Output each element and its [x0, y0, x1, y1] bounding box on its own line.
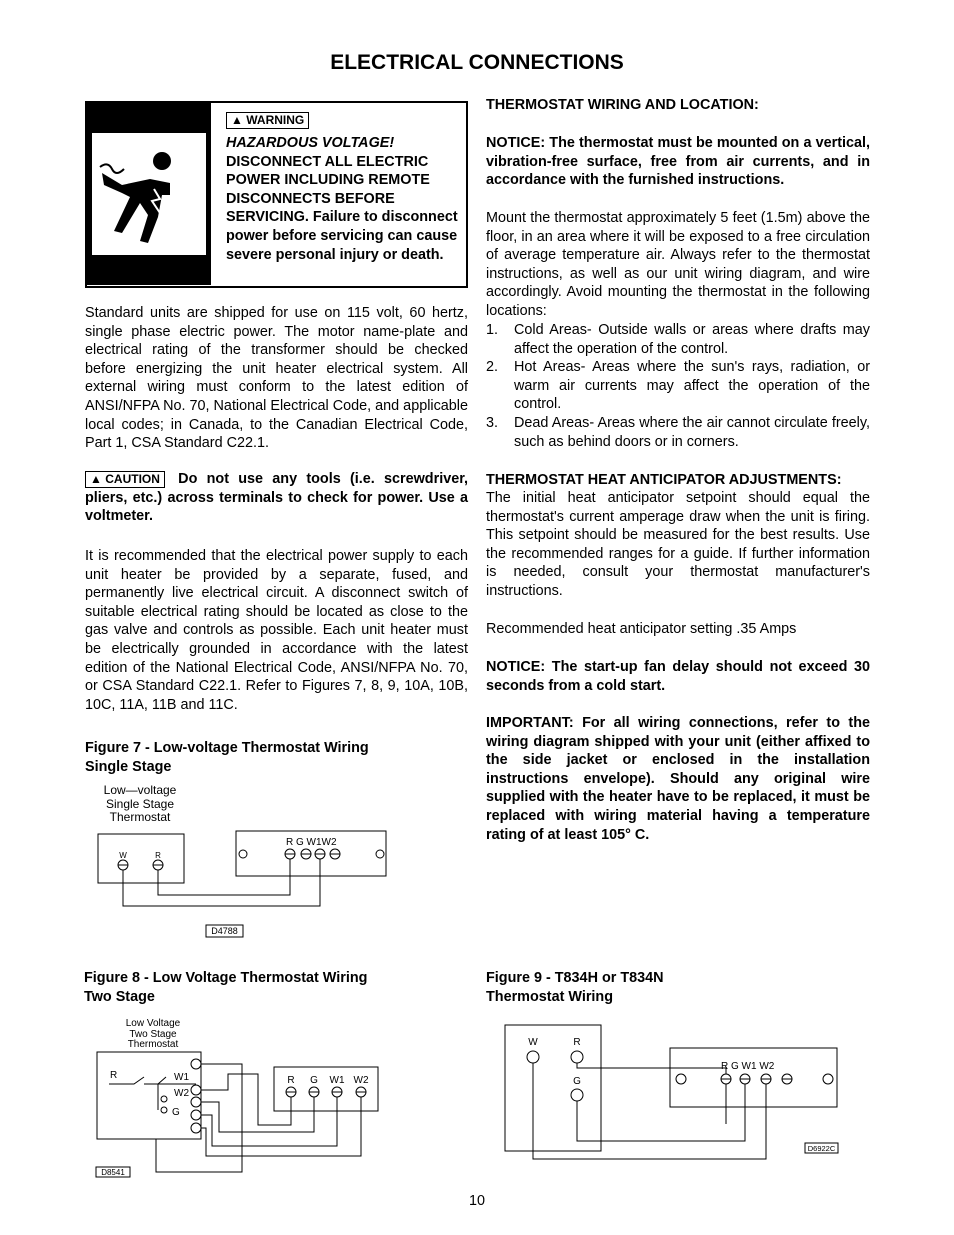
fig7-term-w: W [119, 851, 127, 860]
mounting-paragraph: Mount the thermostat approximately 5 feet (1.5m) above the floor, in an area where it will be exposed to a free circulation of average temperature air. Always refer to the thermostat instructions, as well as our unit wiring diagram, and wire accordingly. Avoid mounting the thermostat in the following locations: [486, 210, 870, 319]
fig8-code: D8541 [101, 1168, 125, 1177]
fig8-term-w1: W1 [174, 1072, 189, 1083]
fig8-diagram [84, 1012, 394, 1185]
fig9-code: D6922C [807, 1144, 836, 1153]
page-title: ELECTRICAL CONNECTIONS [330, 51, 624, 74]
list-item: 3. Dead Areas- Areas where the air cannot circulate freely, such as behind doors or in corners. [486, 414, 870, 450]
page-number: 10 [468, 1193, 485, 1209]
anticipator-heading: THERMOSTAT HEAT ANTICIPATOR ADJUSTMENTS: [486, 472, 842, 488]
warning-text-block [226, 134, 462, 264]
fig8-board-w2: W2 [353, 1075, 369, 1086]
fig8-term-w2: W2 [174, 1088, 189, 1099]
notice-mounting: NOTICE: The thermostat must be mounted on a vertical, vibration-free surface, free from air currents, and in accordance with the furnished instructions. [486, 135, 870, 189]
avoid-locations-list [486, 321, 870, 451]
fig9-caption: Figure 9 - T834H or T834N Thermostat Wiring [486, 970, 664, 1005]
warning-text: DISCONNECT ALL ELECTRIC POWER INCLUDING REMOTE DISCONNECTS BEFORE SERVICING. Failure to disconnect power before servicing can cause severe personal injury or death. [226, 153, 458, 263]
fig8-board-r: R [287, 1075, 295, 1086]
electric-shock-icon [92, 133, 206, 255]
thermostat-heading: THERMOSTAT WIRING AND LOCATION: [486, 97, 759, 113]
fig9-term-w: W [528, 1037, 538, 1048]
fig8-term-g: G [172, 1107, 180, 1118]
fig8-label-3: Thermostat [127, 1039, 179, 1050]
fig7-code: D4788 [211, 926, 238, 936]
caution-block [85, 470, 468, 526]
fig7-label-2: Single Stage [105, 797, 175, 811]
fig7-label-1: Low—voltage [103, 783, 177, 797]
fig7-board-labels: R G W1W2 [286, 837, 337, 848]
fig9-diagram [504, 1024, 849, 1169]
power-paragraph: Standard units are shipped for use on 115 volt, 60 hertz, single phase electric power. The motor name-plate and electrical rating of the transformer should be checked before energizing the unit heater electrical system. All external wiring must conform to the latest edition of ANSI/NFPA No. 70, National Electrical Code, and applicable local codes; in Canada, to the Canadian Electrical Code, Part 1, CSA Standard C22.1. [85, 305, 468, 452]
anticipator-paragraph: The initial heat anticipator setpoint should equal the thermostat's current amperage draw when the unit is firing. This setpoint should be measured for the best results. Use the recommended ranges for a guide. If further information is needed, consult your thermostat manufacturer's instructions. [486, 490, 870, 599]
important-wiring: IMPORTANT: For all wiring connections, refer to the wiring diagram shipped with your unit (either affixed to the side jacket or enclosed in the installation instructions envelope). Should any original wire supplied with the heater have to be replaced, it must be replaced with wiring material having a temperature rating of at least 105° C. [486, 715, 870, 843]
fig7-diagram [85, 780, 405, 950]
notice-fan-delay: NOTICE: The start-up fan delay should not exceed 30 seconds from a cold start. [486, 659, 870, 694]
fig9-term-g: G [573, 1076, 581, 1087]
fig8-term-r: R [110, 1070, 118, 1081]
anticipator-setting: Recommended heat anticipator setting .35 Amps [486, 621, 797, 637]
fig9-term-r: R [573, 1037, 581, 1048]
fig7-term-r: R [155, 851, 161, 860]
list-item: 2. Hot Areas- Areas where the sun's rays, radiation, or warm air currents may affect the operation of the control. [486, 359, 870, 413]
fig7-caption: Figure 7 - Low-voltage Thermostat Wiring Single Stage [85, 740, 369, 775]
caution-triangle-icon: ▲ [90, 472, 102, 486]
fig7-label-3: Thermostat [109, 810, 171, 824]
warning-triangle-icon: ▲ [231, 113, 243, 127]
grounding-paragraph: It is recommended that the electrical power supply to each unit heater be provided by a separate, fused, and permanently live electrical circuit. A disconnect switch of suitable electrical rating should be located as close to the gas valve and controls as possible. Each unit heater must be electrically grounded in accordance with the latest edition of the National Electrical Code, ANSI/NFPA No. 70, or CSA Standard C22.1. Refer to Figures 7, 8, 9, 10A, 10B, 10C, 11A, 11B and 11C. [85, 548, 468, 713]
caution-badge: ▲ CAUTION [85, 471, 165, 488]
fig8-board-g: G [310, 1075, 318, 1086]
warning-badge: ▲ WARNING [226, 111, 309, 129]
caution-text: Do not use any tools (i.e. screwdriver, pliers, etc.) across terminals to check for power. Use a voltmeter. [85, 471, 469, 525]
fig9-board-labels: R G W1 W2 [721, 1061, 775, 1072]
warning-heading: HAZARDOUS VOLTAGE! [226, 135, 395, 151]
list-item: 1. Cold Areas- Outside walls or areas where drafts may affect the operation of the control. [486, 322, 870, 357]
fig8-board-w1: W1 [329, 1075, 345, 1086]
fig8-caption: Figure 8 - Low Voltage Thermostat Wiring Two Stage [84, 970, 368, 1005]
fig8-label-1: Low Voltage [125, 1018, 181, 1029]
fig8-label-2: Two Stage [129, 1029, 177, 1040]
